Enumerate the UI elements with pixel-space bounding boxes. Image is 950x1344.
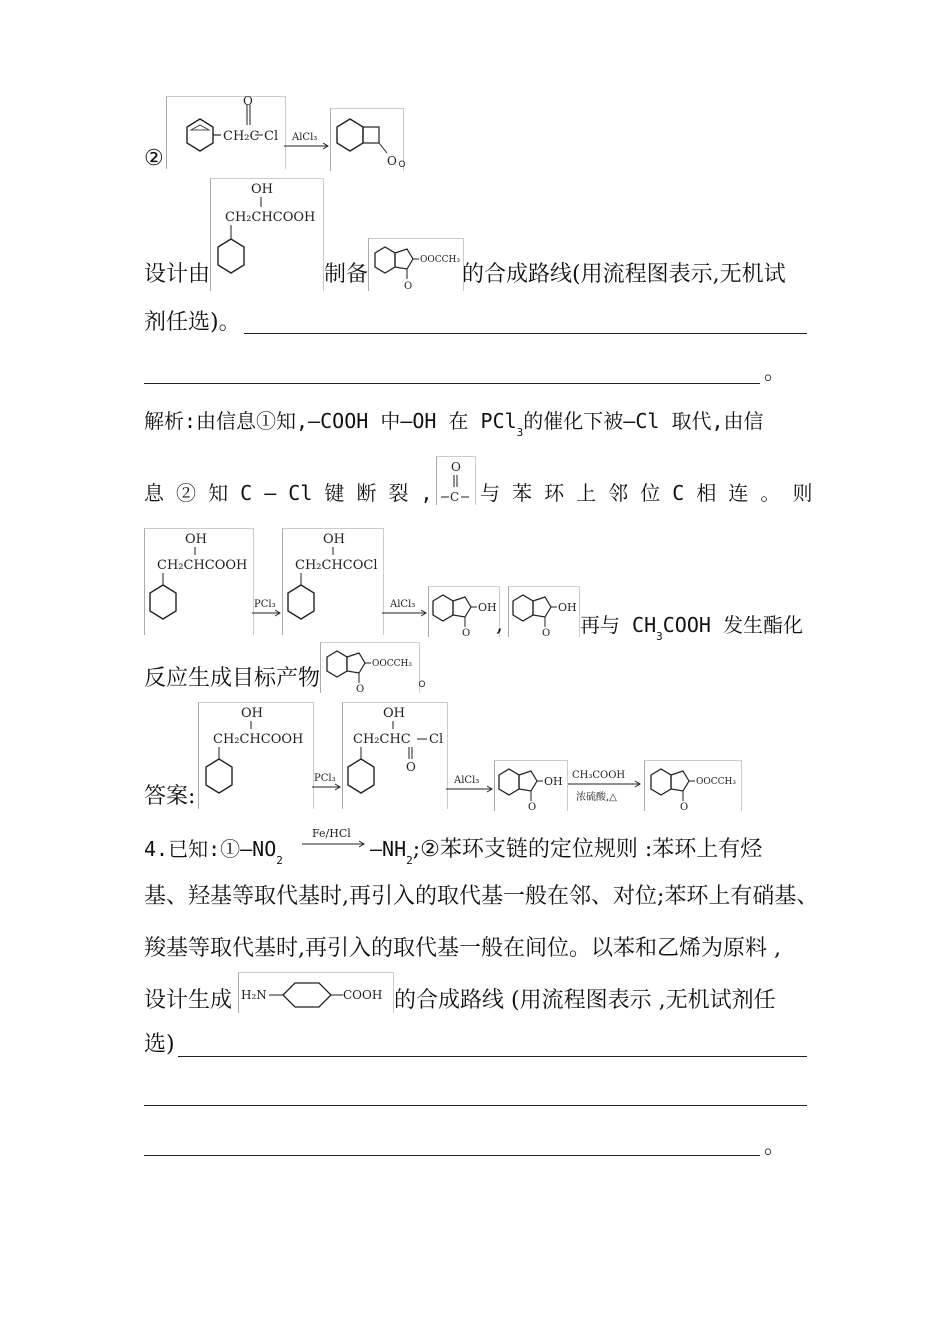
oh-label: OH (383, 706, 405, 721)
answer-blank-line (244, 333, 807, 334)
carboxyl-label: COOH (343, 988, 383, 1002)
reagent-label: AlCl₃ (292, 132, 318, 143)
oh-label: OH (251, 182, 273, 197)
acyl-chloride-intermediate (282, 528, 384, 635)
pcl3-arrow (252, 596, 282, 618)
design-suffix: 的合成路线(用流程图表示,无机试 (462, 262, 786, 287)
design-prefix: 设计由 (144, 262, 211, 287)
o-label: O (404, 281, 413, 292)
acyl-chloride-intermediate (342, 702, 448, 809)
analysis-text: 的催化下被—Cl 取代,由信 (523, 409, 764, 433)
chain-label: CH₂C (223, 129, 260, 144)
chain-label: CH₂CHCOOH (157, 558, 248, 573)
analysis-line2a: 息 ② 知 C — Cl 键 断 裂 , (144, 481, 433, 505)
oh-label: OH (558, 601, 577, 614)
reagent-label: Fe/HCl (312, 827, 351, 840)
ester-label: OOCCH₃ (420, 255, 460, 265)
reagent-top-label: CH₃COOH (572, 770, 626, 781)
answer-blank-line (144, 1105, 807, 1106)
q4-text: ;②苯环支链的定位规则 :苯环上有烃 (412, 837, 763, 862)
pcl3-arrow (312, 770, 342, 792)
chain-label: CH₂CHCOCl (295, 558, 378, 573)
reagent-label: PCl₃ (254, 599, 276, 610)
target-product-structure (368, 238, 464, 291)
fe-hcl-arrow (302, 826, 366, 852)
ketone-o-label: O (387, 154, 397, 168)
start-material-structure (198, 702, 314, 809)
reagent-label: AlCl₃ (454, 775, 480, 786)
o-label: O (528, 802, 537, 813)
analysis-line4-end: 。 (418, 666, 441, 691)
q4-text: —NH (370, 837, 407, 861)
analysis-line4: 反应生成目标产物 (144, 666, 321, 691)
subscript: 2 (276, 854, 283, 867)
o-label: O (542, 628, 551, 639)
q4-end: 。 (764, 1134, 787, 1159)
ester-label: OOCCH₃ (372, 659, 412, 669)
carbonyl-fragment (436, 456, 476, 505)
c-label: C (450, 490, 460, 504)
chloro-label: Cl (264, 129, 279, 144)
p-aminobenzoic-acid-structure (238, 972, 394, 1013)
benzocyclobutenone-structure (330, 108, 404, 171)
analysis-text: COOH 发生酯化 (662, 613, 803, 637)
hydroxy-indanone-structure (508, 586, 580, 637)
chain-label: CH₂CHCOOH (213, 732, 304, 747)
reagent-label: PCl₃ (314, 773, 336, 784)
analysis-text: 解析:由信息①知,—COOH 中—OH 在 PCl (144, 409, 517, 433)
start-material-structure (144, 528, 254, 635)
answer-blank-line (144, 383, 760, 384)
o-label: O (406, 760, 416, 774)
analysis-text: 再与 CH (580, 613, 657, 637)
reagent-label: AlCl₃ (390, 599, 416, 610)
target-product-structure (644, 760, 742, 811)
hydroxy-indanone-structure (428, 586, 500, 637)
subscript: 2 (406, 854, 413, 867)
o-label: O (680, 802, 689, 813)
analysis-comma: , (496, 612, 503, 637)
start-material-structure (210, 178, 324, 291)
ester-label: OOCCH₃ (696, 777, 736, 787)
reaction-2-end: 。 (398, 146, 421, 171)
chain-label: CH₂CHCOOH (225, 210, 316, 225)
alcl3-arrow (446, 772, 494, 794)
oh-label: OH (544, 775, 563, 788)
answer-blank-line (178, 1056, 807, 1057)
answer-blank-line (144, 1155, 760, 1156)
analysis-line3 (580, 612, 803, 642)
o-label: O (451, 460, 461, 474)
analysis-line2b: 与 苯 环 上 邻 位 C 相 连 。 则 (480, 481, 813, 505)
q4-line4b: 的合成路线 (用流程图表示 ,无机试剂任 (394, 988, 776, 1013)
design-end: 。 (764, 360, 787, 385)
q4-line1a (144, 836, 283, 866)
subscript: 3 (516, 426, 524, 439)
answer-label: 答案: (144, 784, 196, 809)
reaction-2-marker: ② (144, 146, 164, 171)
o-label: O (462, 628, 471, 639)
analysis-line1 (144, 408, 764, 438)
design-mid: 制备 (324, 262, 369, 287)
chain-label: CH₂CHC (353, 732, 411, 747)
esterification-arrow (568, 764, 644, 808)
alcl3-arrow (382, 596, 428, 618)
oxo-label: O (243, 94, 253, 108)
hydroxy-indanone-structure (494, 760, 568, 811)
q4-line3: 羧基等取代基时,再引入的取代基一般在间位。以苯和乙烯为原料 , (144, 936, 781, 961)
oh-label: OH (323, 532, 345, 547)
reagent-bottom-label: 浓硫酸,△ (576, 792, 617, 803)
oh-label: OH (185, 532, 207, 547)
q4-line2: 基、羟基等取代基时,再引入的取代基一般在邻、对位;苯环上有硝基、 (144, 884, 819, 909)
oh-label: OH (478, 601, 497, 614)
q4-line5: 选) (144, 1032, 175, 1057)
oh-label: OH (241, 706, 263, 721)
alcl3-arrow (284, 128, 330, 152)
amine-label: H₂N (241, 988, 267, 1002)
design-line2: 剂任选)。 (144, 310, 241, 335)
subscript: 3 (656, 630, 663, 643)
q4-text: 4.已知:①—NO (144, 837, 277, 861)
o-label: O (356, 684, 365, 695)
q4-line4a: 设计生成 (144, 988, 233, 1013)
q4-line1b (370, 836, 762, 866)
target-product-structure (320, 642, 420, 693)
chloro-label: Cl (429, 732, 444, 747)
acyl-chloride-structure (166, 96, 286, 169)
